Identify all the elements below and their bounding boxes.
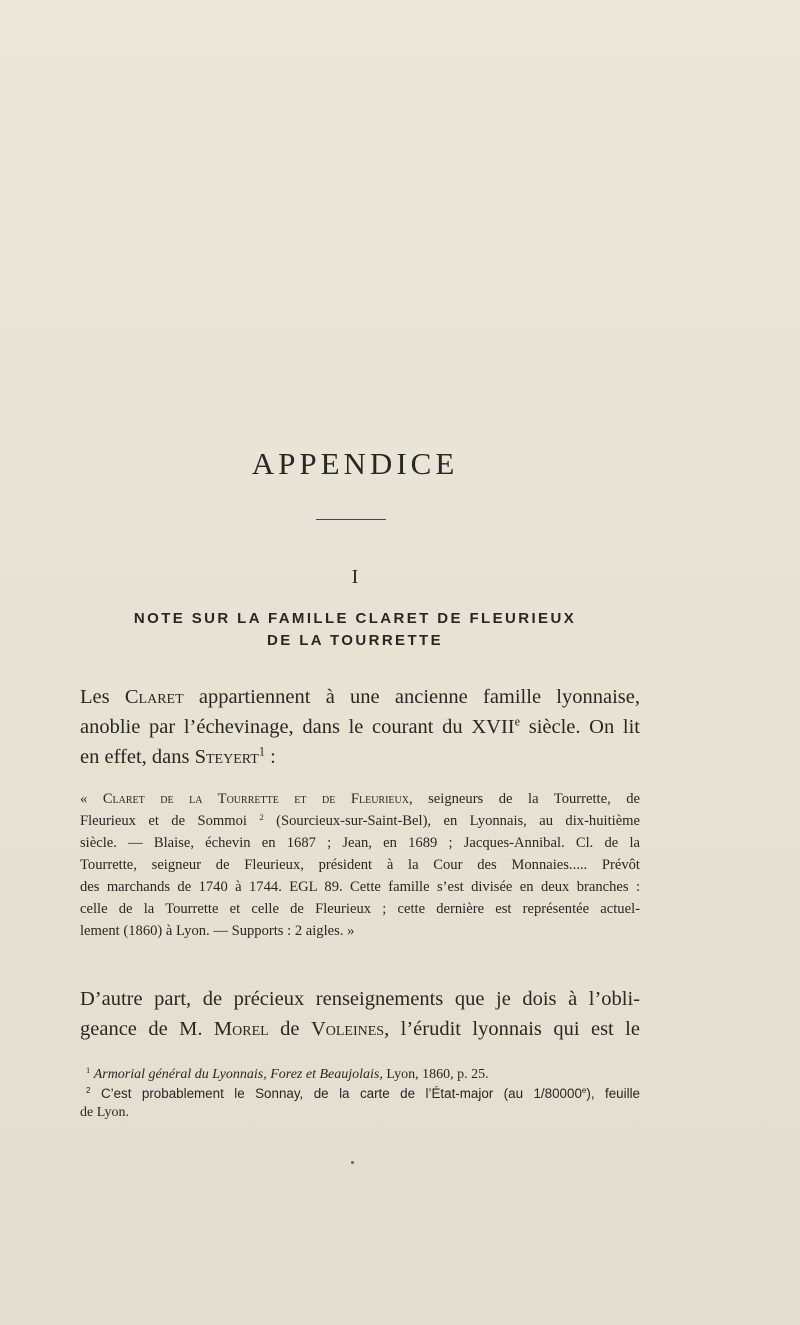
section-heading [0, 608, 710, 652]
quote-line: lement (1860) à Lyon. — Supports : 2 aigles. » [80, 923, 355, 939]
text-run: C’est probablement le Sonnay, de la carte de l’État-major (au 1/80000 [100, 1086, 582, 1101]
text-run: : [264, 746, 276, 768]
text-line [80, 1014, 640, 1044]
text-line [80, 742, 640, 772]
section-heading-line2: DE LA TOURRETTE [266, 632, 443, 649]
quote-line: des marchands de 1740 à 1744. EGL 89. Cette famille s’est divisée en deux branches : [80, 879, 640, 895]
text-run: , seigneurs de la Tourrette, de [408, 791, 640, 807]
footnote-ref: 1 [258, 744, 265, 759]
text-line: D’autre part, de précieux renseignements que je dois à l’obli- [80, 988, 640, 1010]
title-divider [316, 519, 386, 520]
family-name: Claret [124, 686, 184, 708]
superscript: e [514, 714, 521, 729]
footnote-number: 1 [86, 1065, 91, 1075]
section-number: I [351, 566, 359, 588]
quote-line [80, 810, 640, 832]
footnote-2 [80, 1084, 640, 1103]
text-run: Fleurieux et de Sommoi [80, 813, 260, 829]
quote-line: siècle. — Blaise, échevin en 1687 ; Jean, en 1689 ; Jacques-Annibal. Cl. de la [80, 835, 640, 851]
text-run: anoblie par l’échevinage, dans le courant du XVII [80, 716, 515, 738]
section-heading-line1: NOTE SUR LA FAMILLE CLARET DE FLEURIEUX [133, 610, 577, 627]
text-run: , l’érudit lyonnais qui est le [384, 1018, 640, 1040]
text-run: de [268, 1018, 311, 1040]
author-name: Steyert [194, 746, 259, 768]
text-run: Lyon, 1860, p. 25. [382, 1067, 489, 1082]
family-name: Claret de la Tourrette et de Fleurieux [102, 791, 409, 807]
block-quote [80, 788, 640, 942]
quote-line: Tourrette, seigneur de Fleurieux, président à la Cour des Monnaies..... Prévôt [80, 857, 640, 873]
person-name: Voleines [310, 1018, 385, 1040]
footnote-1 [80, 1065, 640, 1084]
quote-line: celle de la Tourrette et celle de Fleurieux ; cette dernière est représentée actuel- [80, 901, 640, 917]
text-run: siècle. On lit [520, 716, 640, 738]
quote-line [80, 788, 640, 810]
person-name: Morel [213, 1018, 269, 1040]
footnote-ref: 2 [259, 811, 264, 822]
text-line [80, 682, 640, 712]
text-run: ), feuille [586, 1086, 640, 1101]
text-run: Les [80, 686, 125, 708]
book-title: Armorial général du Lyonnais, Forez et Beaujolais, [93, 1067, 383, 1082]
paper-speck [351, 1161, 354, 1164]
footnote-2-continued: de Lyon. [80, 1105, 129, 1120]
paragraph-intro [80, 682, 640, 772]
appendix-title: APPENDICE [251, 446, 459, 481]
superscript: e [581, 1086, 587, 1096]
paragraph-continuation [80, 984, 640, 1044]
footnotes [80, 1065, 640, 1122]
text-run: en effet, dans [80, 746, 195, 768]
text-run: appartiennent à une ancienne famille lyonnaise, [183, 686, 640, 708]
text-run: (Sourcieux-sur-Saint-Bel), en Lyonnais, au dix-huitième [263, 813, 640, 829]
text-run: « [80, 791, 103, 807]
text-run: geance de M. [80, 1018, 214, 1040]
footnote-number: 2 [86, 1086, 91, 1096]
text-line [80, 712, 640, 742]
